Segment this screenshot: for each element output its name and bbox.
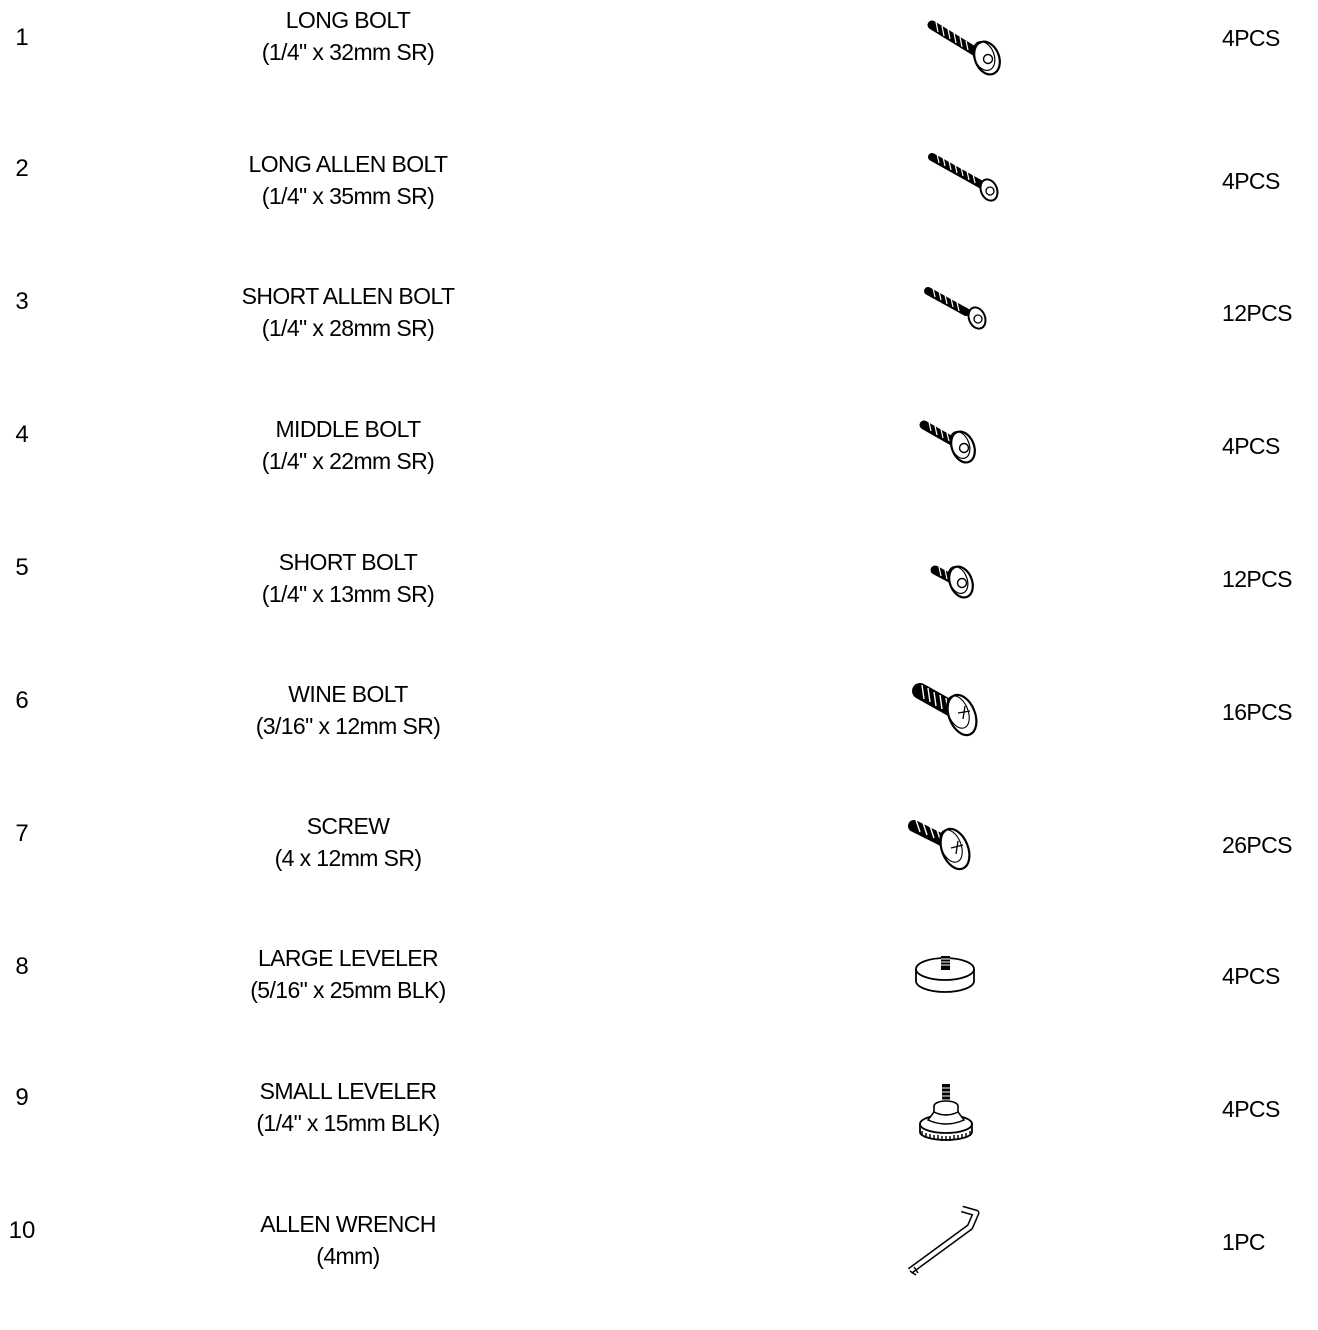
part-quantity: 4PCS [1222,25,1280,51]
part-quantity: 16PCS [1222,699,1292,725]
small-leveler-icon [890,1076,1010,1176]
part-row-10 [0,1197,1318,1330]
part-row-3 [0,266,1318,399]
part-row-2 [0,133,1318,266]
screw-icon [890,814,1010,914]
part-spec: (1/4" x 22mm SR) [261,448,435,474]
part-quantity: 4PCS [1222,963,1280,989]
part-number: 7 [15,820,29,847]
part-name: SHORT ALLEN BOLT [241,283,455,309]
part-spec: (4 x 12mm SR) [274,845,422,871]
part-row-5 [0,532,1318,665]
part-row-7 [0,798,1318,931]
part-description [198,280,498,344]
part-quantity: 12PCS [1222,300,1292,326]
part-number: 2 [15,155,29,182]
part-quantity: 4PCS [1222,433,1280,459]
part-quantity: 12PCS [1222,566,1292,592]
part-description [198,678,498,742]
part-description [198,1075,498,1139]
long-bolt-icon [890,0,1010,100]
part-description [198,810,498,874]
part-name: ALLEN WRENCH [260,1211,436,1237]
allen-wrench-icon [890,1209,1010,1309]
part-name: WINE BOLT [288,681,408,707]
part-spec: (1/4" x 13mm SR) [261,581,435,607]
part-row-6 [0,665,1318,798]
wine-bolt-icon [890,677,1010,777]
part-description [198,942,498,1006]
part-description [198,148,498,212]
part-row-8 [0,931,1318,1064]
part-description [198,1208,498,1272]
part-number: 10 [8,1217,36,1244]
short-allen-bolt-icon [890,274,1010,374]
part-name: SCREW [306,813,390,839]
part-description [198,4,498,68]
large-leveler-icon [890,947,1010,1047]
part-spec: (1/4" x 35mm SR) [261,183,435,209]
part-number: 9 [15,1084,29,1111]
part-number: 5 [15,554,29,581]
part-spec: (1/4" x 28mm SR) [261,315,435,341]
part-number: 6 [15,687,29,714]
part-description [198,546,498,610]
part-spec: (1/4" x 15mm BLK) [256,1110,440,1136]
part-number: 1 [15,24,29,51]
part-name: SMALL LEVELER [259,1078,437,1104]
part-name: SHORT BOLT [278,549,418,575]
part-name: LONG BOLT [285,7,411,33]
part-name: MIDDLE BOLT [275,416,421,442]
part-quantity: 1PC [1222,1229,1265,1255]
part-name: LONG ALLEN BOLT [248,151,448,177]
part-spec: (1/4" x 32mm SR) [261,39,435,65]
part-spec: (5/16" x 25mm BLK) [250,977,446,1003]
long-allen-bolt-icon [890,143,1010,243]
part-quantity: 4PCS [1222,1096,1280,1122]
part-spec: (4mm) [316,1243,380,1269]
part-description [198,413,498,477]
part-row-4 [0,399,1318,532]
part-number: 4 [15,421,29,448]
part-name: LARGE LEVELER [257,945,439,971]
part-number: 8 [15,953,29,980]
part-spec: (3/16" x 12mm SR) [255,713,441,739]
middle-bolt-icon [890,407,1010,507]
part-row-1 [0,0,1318,133]
part-number: 3 [15,288,29,315]
part-quantity: 4PCS [1222,168,1280,194]
short-bolt-icon [890,540,1010,640]
part-row-9 [0,1064,1318,1197]
part-quantity: 26PCS [1222,832,1292,858]
